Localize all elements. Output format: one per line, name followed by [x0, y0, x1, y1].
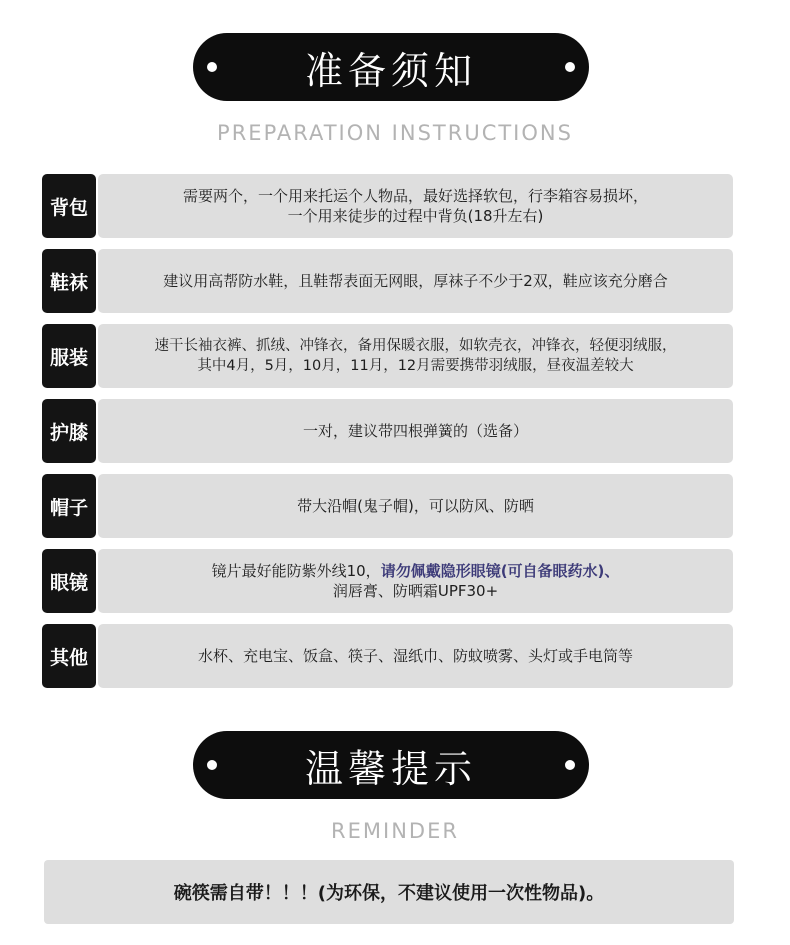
reminder-note: 碗筷需自带！！！(为环保，不建议使用一次性物品)。 — [44, 860, 734, 924]
item-row-glasses — [42, 549, 733, 613]
item-text-line: 需要两个，一个用来托运个人物品，最好选择软包，行李箱容易损坏， — [182, 187, 648, 205]
item-text-line: 速干长袖衣裤、抓绒、冲锋衣，备用保暖衣服，如软壳衣，冲锋衣，轻便羽绒服， — [154, 338, 677, 354]
section-title-reminder: 温馨提示 — [304, 746, 477, 791]
item-content — [98, 399, 733, 463]
item-label: 背包 — [42, 174, 96, 238]
item-label: 其他 — [42, 624, 96, 688]
pill-dot-left — [207, 62, 217, 72]
item-label: 鞋袜 — [42, 249, 96, 313]
section-subtitle-preparation: PREPARATION INSTRUCTIONS — [217, 121, 573, 145]
item-content — [98, 324, 733, 388]
item-label: 眼镜 — [42, 549, 96, 613]
pill-dot-right — [565, 62, 575, 72]
item-label: 服装 — [42, 324, 96, 388]
item-text-line: 润唇膏、防晒霜UPF30+ — [332, 582, 499, 600]
item-text-line: 一个用来徒步的过程中背负(18升左右) — [287, 207, 544, 225]
pill-dot-left — [207, 760, 217, 770]
item-row-other — [42, 624, 733, 688]
item-text-normal: 镜片最好能防紫外线10， — [211, 562, 381, 580]
item-text-line: 其中4月，5月，10月，11月，12月需要携带羽绒服，昼夜温差较大 — [197, 358, 634, 374]
item-content — [98, 474, 733, 538]
item-text-line: 建议用高帮防水鞋，且鞋帮表面无网眼，厚袜子不少于2双，鞋应该充分磨合 — [163, 272, 668, 290]
item-text-line: 一对，建议带四根弹簧的（选备） — [302, 422, 528, 440]
item-content — [98, 549, 733, 613]
item-row-backpack — [42, 174, 733, 238]
item-row-clothing — [42, 324, 733, 388]
item-label: 护膝 — [42, 399, 96, 463]
item-row-shoes — [42, 249, 733, 313]
section-subtitle-reminder: REMINDER — [331, 819, 459, 843]
item-label: 帽子 — [42, 474, 96, 538]
pill-dot-right — [565, 760, 575, 770]
section-title-pill-reminder — [193, 731, 589, 799]
item-text-line: 水杯、充电宝、饭盒、筷子、湿纸巾、防蚊喷雾、头灯或手电筒等 — [197, 647, 633, 665]
item-content — [98, 174, 733, 238]
item-content — [98, 624, 733, 688]
item-text-line: 带大沿帽(鬼子帽)，可以防风、防晒 — [297, 497, 534, 515]
item-content — [98, 249, 733, 313]
item-row-hat — [42, 474, 733, 538]
item-text-highlight: 请勿佩戴隐形眼镜(可自备眼药水)、 — [380, 562, 620, 580]
section-title-preparation: 准备须知 — [304, 48, 477, 93]
item-row-kneepads — [42, 399, 733, 463]
item-text-line — [212, 561, 620, 581]
section-title-pill-preparation — [193, 33, 589, 101]
